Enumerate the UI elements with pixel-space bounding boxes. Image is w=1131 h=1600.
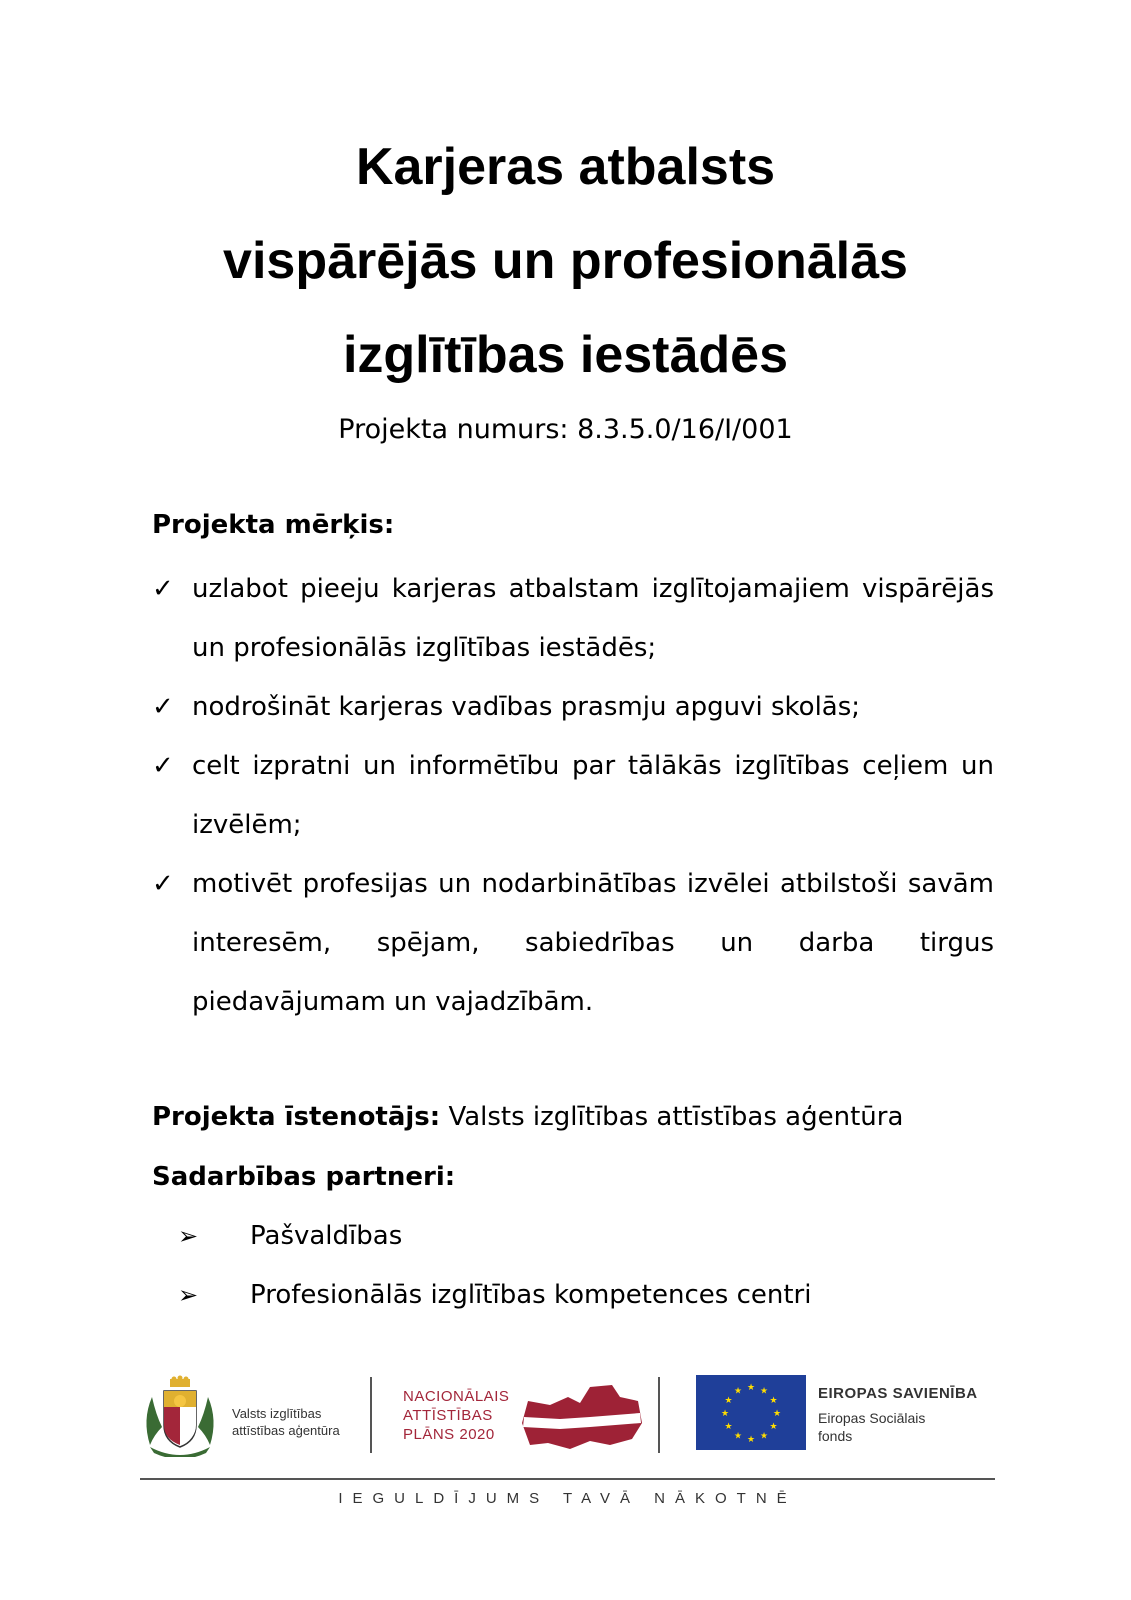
goal-item-text: uzlabot pieeju karjeras atbalstam izglītojamajiem vispārējās un profesionālās izglītības iestādēs; xyxy=(192,574,994,663)
svg-text:★: ★ xyxy=(746,1383,756,1393)
svg-text:★: ★ xyxy=(746,1435,756,1445)
logo-divider xyxy=(370,1377,372,1453)
footer-rule xyxy=(140,1478,995,1480)
goal-list xyxy=(152,560,994,1032)
logo-divider xyxy=(658,1377,660,1453)
eu-title: EIROPAS SAVIENĪBA xyxy=(818,1385,978,1402)
arrow-bullet-icon: ➢ xyxy=(178,1222,199,1250)
coat-of-arms-icon xyxy=(140,1375,220,1457)
arrow-bullet-icon: ➢ xyxy=(178,1281,199,1309)
svg-text:★: ★ xyxy=(720,1409,730,1419)
partner-item xyxy=(152,1266,994,1325)
partners-heading: Sadarbības partneri: xyxy=(152,1162,456,1192)
partner-item-text: Profesionālās izglītības kompetences centri xyxy=(250,1280,812,1310)
svg-text:★: ★ xyxy=(733,1386,743,1397)
goal-item xyxy=(152,560,994,678)
svg-text:★: ★ xyxy=(772,1409,782,1419)
goal-item xyxy=(152,678,994,737)
check-icon: ✓ xyxy=(152,751,174,781)
check-icon: ✓ xyxy=(152,869,174,899)
goal-heading: Projekta mērķis: xyxy=(152,510,395,540)
title-line-2: vispārējās un profesionālās xyxy=(223,232,908,290)
partner-item xyxy=(152,1207,994,1266)
goal-item-text: nodrošināt karjeras vadības prasmju apguvi skolās; xyxy=(192,692,861,722)
svg-text:★: ★ xyxy=(769,1422,778,1432)
nap-line-2: ATTĪSTĪBAS xyxy=(403,1407,493,1424)
nap-logo-text xyxy=(403,1387,509,1444)
goal-item-text: motivēt profesijas un nodarbinātības izvēlei atbilstoši savām interesēm, spējam, sabiedrības un darba tirgus piedavājumam un vajadzībām. xyxy=(192,869,994,1017)
viaa-line-2: attīstības aģentūra xyxy=(232,1423,340,1438)
svg-text:★: ★ xyxy=(724,1396,733,1406)
title-line-1: Karjeras atbalsts xyxy=(355,138,776,196)
project-number: Projekta numurs: 8.3.5.0/16/I/001 xyxy=(338,414,793,445)
svg-text:★: ★ xyxy=(759,1386,769,1397)
footer-logos xyxy=(140,1375,995,1470)
viaa-line-1: Valsts izglītības xyxy=(232,1406,322,1421)
implementer-line xyxy=(152,1088,994,1147)
eu-flag-icon xyxy=(696,1375,806,1450)
eu-line-1: Eiropas Sociālais xyxy=(818,1410,926,1426)
eu-line-2: fonds xyxy=(818,1428,853,1444)
goal-item xyxy=(152,855,994,1032)
goal-item xyxy=(152,737,994,855)
nap-line-3: PLĀNS 2020 xyxy=(403,1426,495,1443)
footer-slogan: IEGULDĪJUMS TAVĀ NĀKOTNĒ xyxy=(338,1490,797,1507)
partner-list xyxy=(152,1207,994,1325)
svg-text:★: ★ xyxy=(759,1431,769,1442)
title-line-3: izglītības iestādēs xyxy=(342,326,789,384)
latvia-map-flag-icon xyxy=(520,1383,645,1451)
document-title xyxy=(0,120,1131,402)
svg-text:★: ★ xyxy=(733,1431,743,1442)
check-icon: ✓ xyxy=(152,692,174,722)
svg-text:★: ★ xyxy=(769,1396,778,1406)
implementer-value: Valsts izglītības attīstības aģentūra xyxy=(448,1102,904,1132)
svg-text:★: ★ xyxy=(724,1422,733,1432)
check-icon: ✓ xyxy=(152,574,174,604)
partner-item-text: Pašvaldības xyxy=(250,1221,403,1251)
eu-subtitle xyxy=(818,1409,925,1445)
viaa-logo-text xyxy=(232,1405,340,1439)
goal-item-text: celt izpratni un informētību par tālākās izglītības ceļiem un izvēlēm; xyxy=(192,751,994,840)
implementer-label: Projekta īstenotājs: xyxy=(152,1102,441,1132)
nap-line-1: NACIONĀLAIS xyxy=(403,1388,510,1405)
